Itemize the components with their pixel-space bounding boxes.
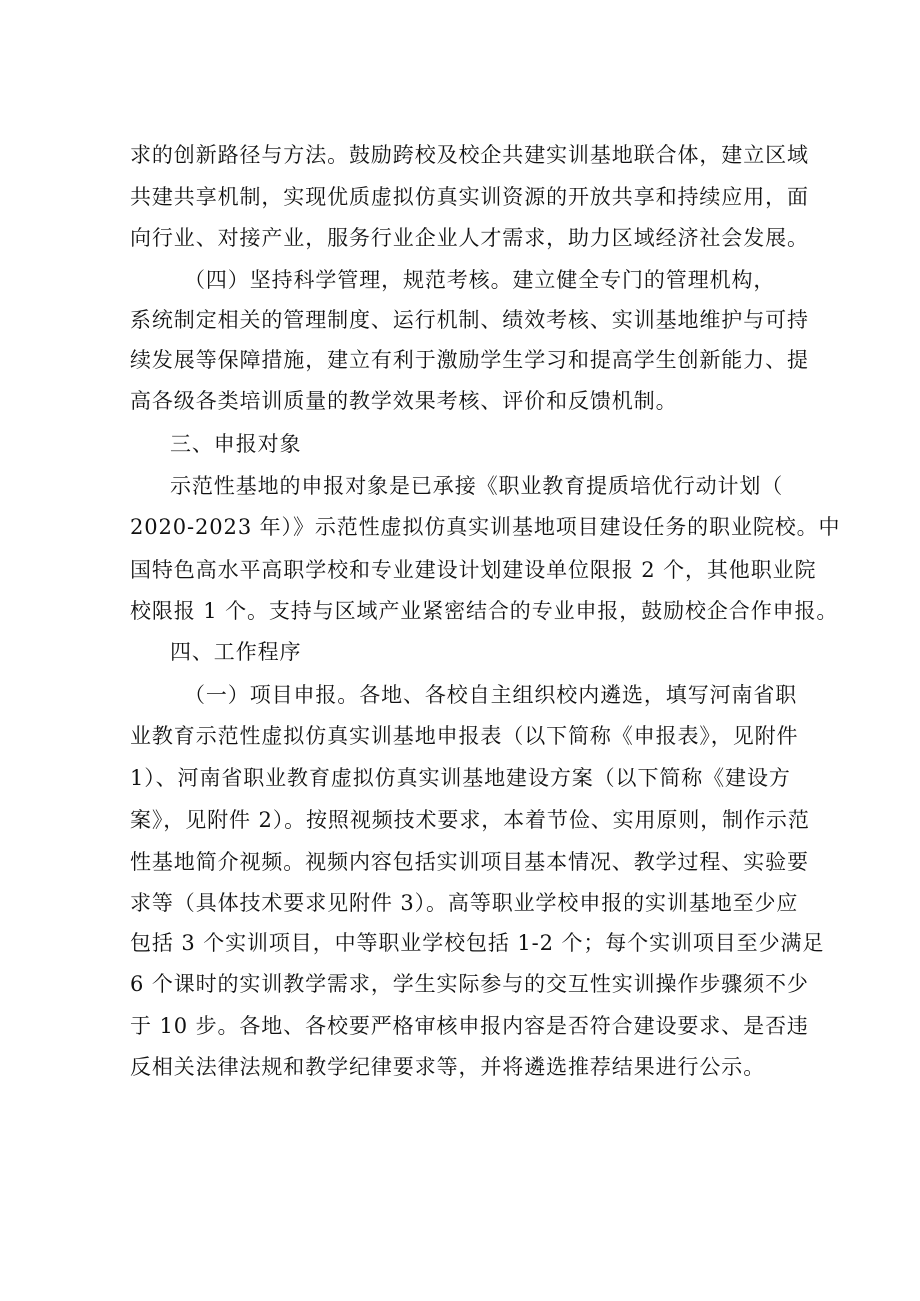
section-heading-3: 三、申报对象 (170, 432, 302, 456)
text-line: 示范性基地的申报对象是已承接《职业教育提质培优行动计划（ (170, 474, 784, 498)
text-line: 6 个课时的实训教学需求，学生实际参与的交互性实训操作步骤须不少 (130, 972, 809, 996)
paragraph-heading-1: （一）项目申报。各地、各校自主组织校内遴选，填写河南省职 (184, 683, 798, 707)
section-heading-4: 四、工作程序 (170, 640, 302, 664)
paragraph-heading-4: （四）坚持科学管理，规范考核。建立健全专门的管理机构， (184, 268, 776, 292)
text-line: 2020-2023 年）》示范性虚拟仿真实训基地项目建设任务的职业院校。中 (130, 515, 841, 539)
text-line: 于 10 步。各地、各校要严格审核申报内容是否符合建设要求、是否违 (130, 1014, 809, 1038)
text-line: 向行业、对接产业，服务行业企业人才需求，助力区域经济社会发展。 (130, 226, 809, 250)
text-line: 业教育示范性虚拟仿真实训基地申报表（以下简称《申报表》，见附件 (130, 724, 799, 748)
text-line: 1）、河南省职业教育虚拟仿真实训基地建设方案（以下简称《建设方 (130, 766, 791, 790)
text-line: 包括 3 个实训项目，中等职业学校包括 1-2 个；每个实训项目至少满足 (130, 931, 825, 955)
text-line: 国特色高水平高职学校和专业建设计划建设单位限报 2 个，其他职业院 (130, 558, 817, 582)
text-line: 案》，见附件 2）。按照视频技术要求，本着节俭、实用原则，制作示范 (130, 808, 810, 832)
text-line: 反相关法律法规和教学纪律要求等，并将遴选推荐结果进行公示。 (130, 1055, 766, 1079)
text-line: 系统制定相关的管理制度、运行机制、绩效考核、实训基地维护与可持 (130, 308, 809, 332)
text-line: 性基地简介视频。视频内容包括实训项目基本情况、教学过程、实验要 (130, 850, 809, 874)
text-line: 高各级各类培训质量的教学效果考核、评价和反馈机制。 (130, 389, 678, 413)
text-line: 共建共享机制，实现优质虚拟仿真实训资源的开放共享和持续应用，面 (130, 185, 809, 209)
text-line: 求等（具体技术要求见附件 3）。高等职业学校申报的实训基地至少应 (130, 891, 799, 915)
text-line: 校限报 1 个。支持与区域产业紧密结合的专业申报，鼓励校企合作申报。 (130, 599, 839, 623)
text-line: 续发展等保障措施，建立有利于激励学生学习和提高学生创新能力、提 (130, 348, 809, 372)
text-line: 求的创新路径与方法。鼓励跨校及校企共建实训基地联合体，建立区域 (130, 143, 809, 167)
